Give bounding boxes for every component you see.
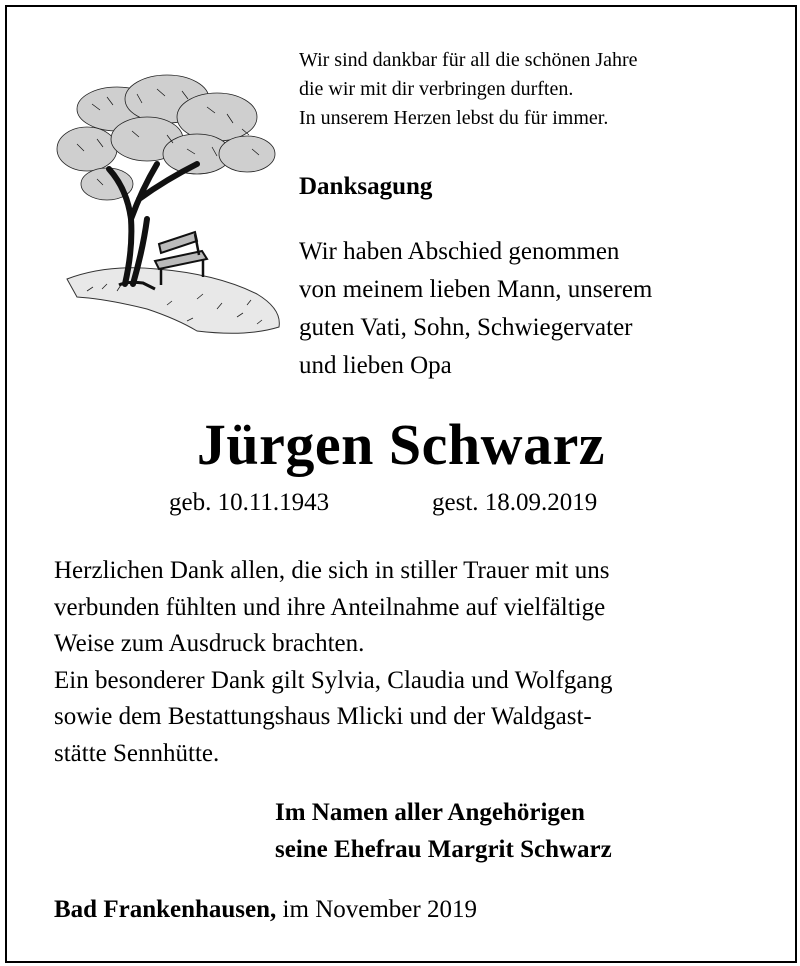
thanks-line: sowie dem Bestattungshaus Mlicki und der Waldgast-	[54, 703, 592, 730]
intro-line: und lieben Opa	[299, 352, 452, 379]
signature-line: Im Namen aller Angehörigen	[275, 799, 585, 826]
signature	[275, 794, 612, 868]
verse-line: Wir sind dankbar für all die schönen Jahre	[299, 49, 638, 71]
intro-line: Wir haben Abschied genommen	[299, 238, 620, 265]
thanks-line: Weise zum Ausdruck brachten.	[54, 630, 365, 657]
place-city: Bad Frankenhausen,	[54, 896, 277, 923]
obituary-card	[5, 5, 797, 963]
place-date: im November 2019	[276, 896, 477, 923]
thanks-line: verbunden fühlten und ihre Anteilnahme auf vielfältige	[54, 593, 606, 621]
thanks-text	[54, 553, 613, 772]
intro-text	[299, 233, 652, 385]
deceased-name: Jürgen Schwarz	[196, 412, 606, 477]
intro-line: guten Vati, Sohn, Schwiegervater	[299, 314, 633, 341]
death-date: gest. 18.09.2019	[432, 489, 598, 516]
heading: Danksagung	[299, 173, 433, 200]
verse	[299, 46, 638, 133]
tree-with-bench-icon	[47, 69, 287, 339]
signature-line: seine Ehefrau Margrit Schwarz	[275, 836, 612, 863]
thanks-line: stätte Sennhütte.	[54, 739, 220, 767]
thanks-line: Herzlichen Dank allen, die sich in stiller Trauer mit uns	[54, 557, 610, 584]
verse-line: die wir mit dir verbringen durften.	[299, 78, 574, 100]
thanks-line: Ein besonderer Dank gilt Sylvia, Claudia und Wolfgang	[54, 666, 613, 694]
verse-line: In unserem Herzen lebst du für immer.	[299, 107, 609, 129]
place-and-date	[54, 896, 477, 924]
birth-date: geb. 10.11.1943	[169, 489, 330, 516]
intro-line: von meinem lieben Mann, unserem	[299, 276, 653, 303]
